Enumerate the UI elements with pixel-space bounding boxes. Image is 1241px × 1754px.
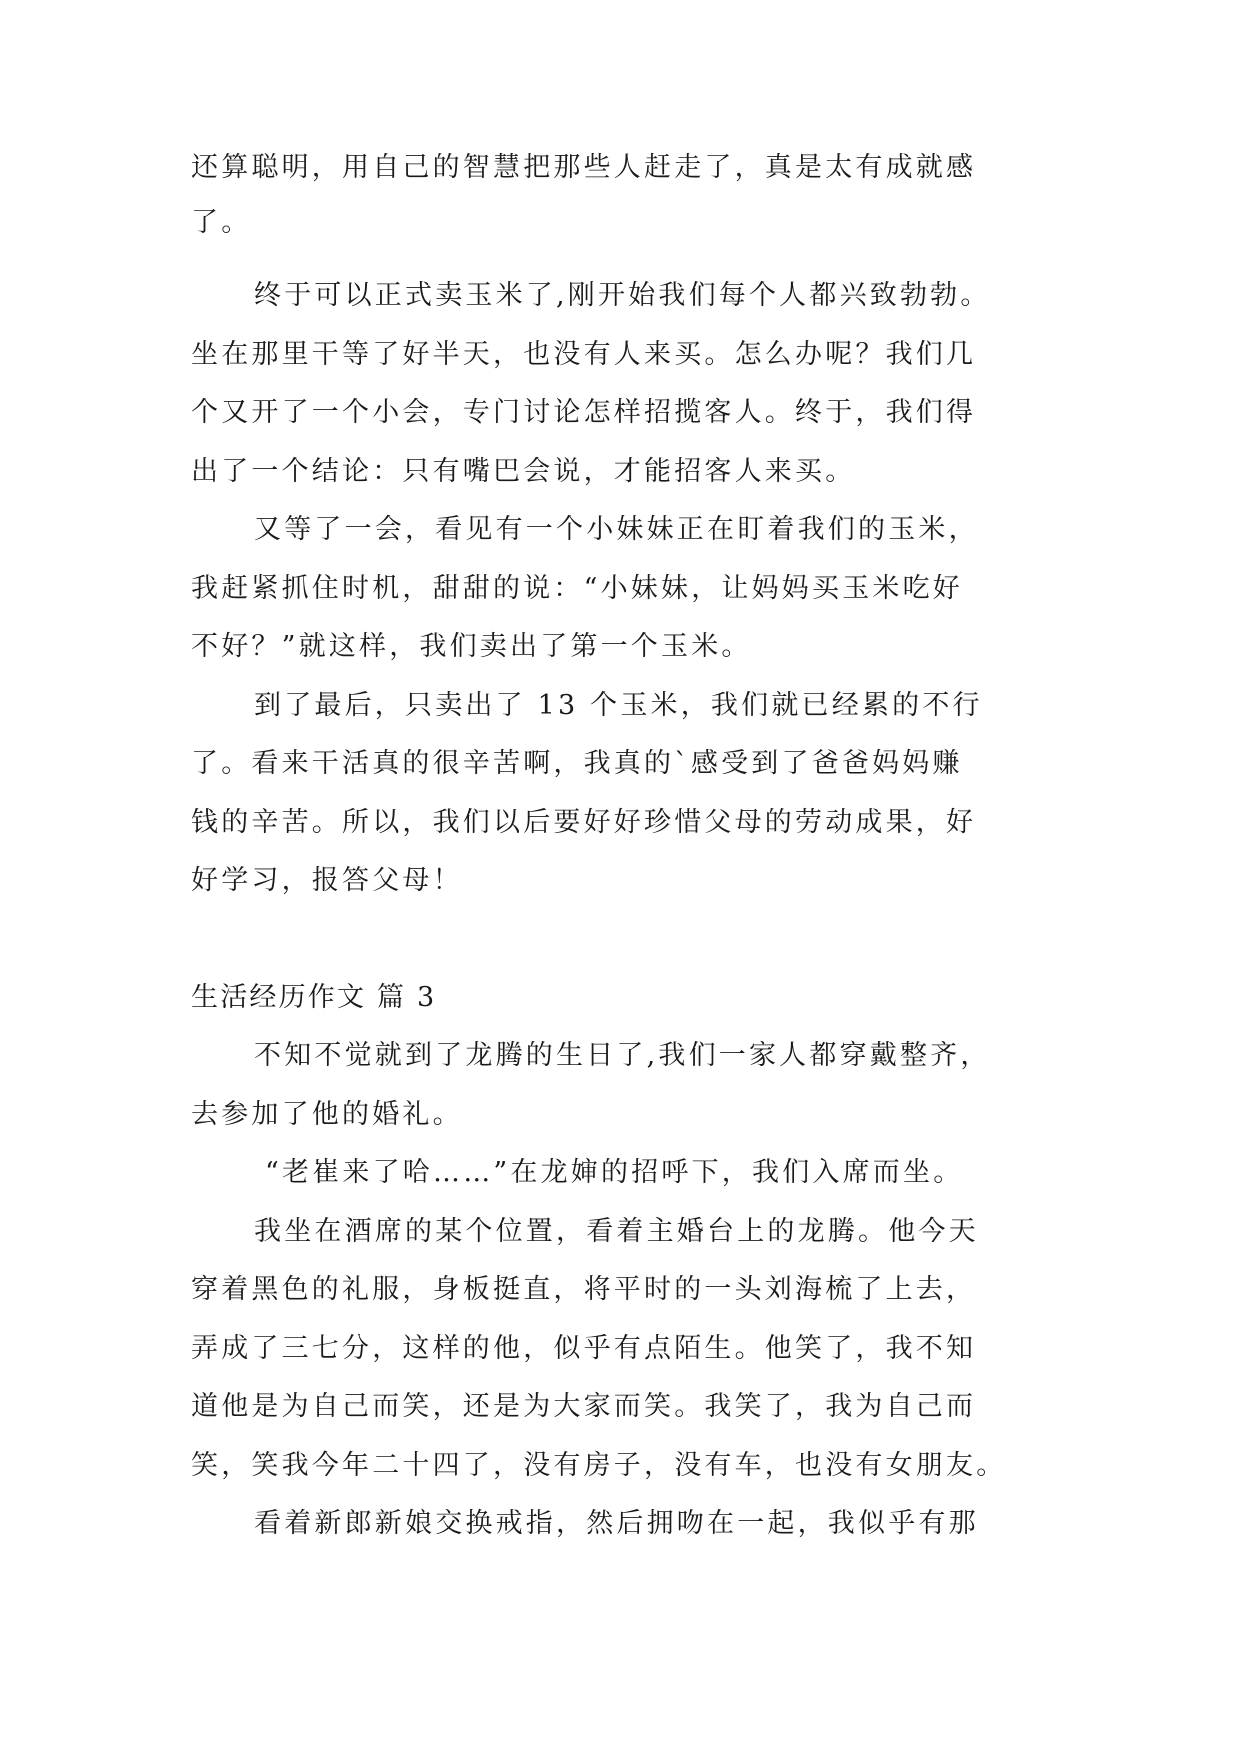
- body-text-line: 不好？”就这样，我们卖出了第一个玉米。: [191, 631, 752, 662]
- body-text-line: 笑，笑我今年二十四了，没有房子，没有车，也没有女朋友。: [191, 1450, 1007, 1481]
- paragraph-first-line: 到了最后，只卖出了 13 个玉米，我们就已经累的不行: [254, 690, 983, 721]
- body-text-line: 坐在那里干等了好半天，也没有人来买。怎么办呢？我们几: [191, 339, 977, 370]
- body-text-line: 去参加了他的婚礼。: [191, 1099, 463, 1130]
- paragraph-first-line: 我坐在酒席的某个位置，看着主婚台上的龙腾。他今天: [254, 1216, 979, 1247]
- body-text-line: 穿着黑色的礼服，身板挺直，将平时的一头刘海梳了上去，: [191, 1274, 977, 1305]
- body-text-line: 我赶紧抓住时机，甜甜的说：“小妹妹，让妈妈买玉米吃好: [191, 573, 964, 604]
- paragraph-first-line: 不知不觉就到了龙腾的生日了,我们一家人都穿戴整齐，: [254, 1040, 991, 1071]
- paragraph-first-line: 又等了一会，看见有一个小妹妹正在盯着我们的玉米，: [254, 514, 979, 545]
- body-text-line: 个又开了一个小会，专门讨论怎样招揽客人。终于，我们得: [191, 397, 977, 428]
- body-text-line: 弄成了三七分，这样的他，似乎有点陌生。他笑了，我不知: [191, 1333, 977, 1364]
- paragraph-first-line: 看着新郎新娘交换戒指，然后拥吻在一起，我似乎有那: [254, 1508, 979, 1539]
- body-text-line: 了。: [191, 207, 252, 238]
- section-heading: 生活经历作文 篇 3: [191, 982, 437, 1013]
- paragraph-first-line: 终于可以正式卖玉米了,刚开始我们每个人都兴致勃勃。: [254, 280, 991, 311]
- body-text-line: 钱的辛苦。所以，我们以后要好好珍惜父母的劳动成果，好: [191, 807, 977, 838]
- paragraph-first-line: “老崔来了哈……”在龙婶的招呼下，我们入席而坐。: [265, 1157, 964, 1188]
- body-text-line: 道他是为自己而笑，还是为大家而笑。我笑了，我为自己而: [191, 1391, 977, 1422]
- body-text-line: 还算聪明，用自己的智慧把那些人赶走了，真是太有成就感: [191, 152, 977, 183]
- body-text-line: 出了一个结论：只有嘴巴会说，才能招客人来买。: [191, 456, 856, 487]
- body-text-line: 好学习，报答父母！: [191, 865, 463, 896]
- body-text-line: 了。看来干活真的很辛苦啊，我真的`感受到了爸爸妈妈赚: [191, 748, 963, 779]
